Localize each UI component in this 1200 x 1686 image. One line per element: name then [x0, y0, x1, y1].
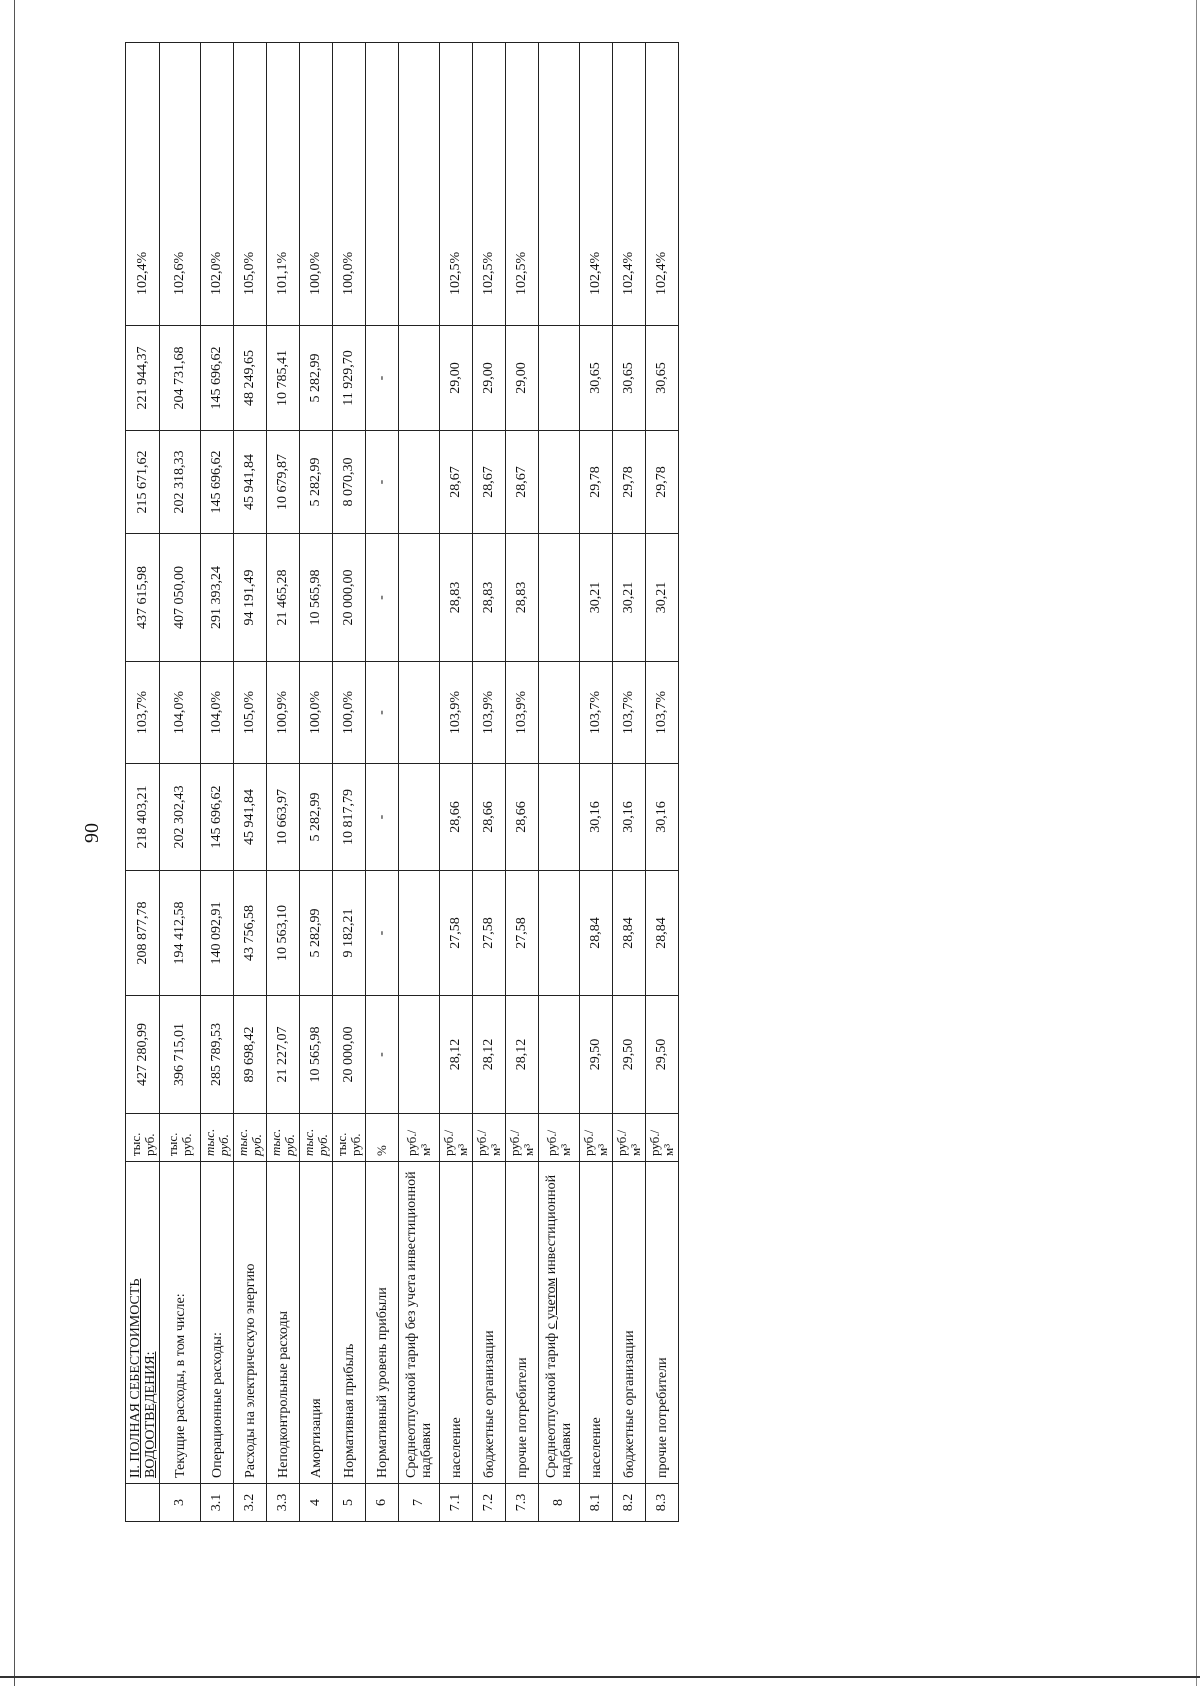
- table-row: [234, 43, 267, 1522]
- cell-value: 100,0%: [333, 43, 366, 326]
- cell-value: 28,12: [506, 996, 539, 1114]
- cell-value: 103,9%: [473, 662, 506, 764]
- cell-value: 102,5%: [506, 43, 539, 326]
- cell-value: [399, 534, 440, 662]
- cell-value: [539, 871, 580, 996]
- cell-value: 407 050,00: [160, 534, 201, 662]
- cell-num: 3: [160, 1484, 201, 1522]
- cell-value: 102,0%: [201, 43, 234, 326]
- cell-value: 30,21: [646, 534, 679, 662]
- cell-value: 10 565,98: [300, 996, 333, 1114]
- cell-value: -: [366, 534, 399, 662]
- table-row: [267, 43, 300, 1522]
- cell-num: 5: [333, 1484, 366, 1522]
- cell-value: 43 756,58: [234, 871, 267, 996]
- cell-value: -: [366, 326, 399, 431]
- cell-num: 6: [366, 1484, 399, 1522]
- cell-num: 8.1: [580, 1484, 613, 1522]
- cell-value: 102,4%: [126, 43, 160, 326]
- table-row-section: [126, 43, 160, 1522]
- cell-value: 45 941,84: [234, 431, 267, 534]
- cell-value: 103,9%: [440, 662, 473, 764]
- cell-value: 30,65: [580, 326, 613, 431]
- cell-value: 29,50: [613, 996, 646, 1114]
- cell-unit: руб./м³: [473, 1114, 506, 1162]
- cell-value: 29,78: [646, 431, 679, 534]
- cell-unit: тыс. руб.: [234, 1114, 267, 1162]
- cell-unit: руб./м³: [506, 1114, 539, 1162]
- cell-num: 4: [300, 1484, 333, 1522]
- cell-value: 30,65: [646, 326, 679, 431]
- cell-value: [399, 764, 440, 871]
- cell-value: 27,58: [506, 871, 539, 996]
- cell-name: бюджетные организации: [473, 1162, 506, 1484]
- cell-value: 30,65: [613, 326, 646, 431]
- cell-value: 21 227,07: [267, 996, 300, 1114]
- table-row: [473, 43, 506, 1522]
- cell-value: 28,12: [473, 996, 506, 1114]
- cell-unit: руб./м³: [539, 1114, 580, 1162]
- cell-value: 145 696,62: [201, 764, 234, 871]
- table-row: [440, 43, 473, 1522]
- cell-value: 28,12: [440, 996, 473, 1114]
- cell-value: 20 000,00: [333, 996, 366, 1114]
- cell-value: 29,50: [580, 996, 613, 1114]
- cell-name-part: инвестиционной надбавки: [544, 1174, 574, 1478]
- cell-value: 29,00: [506, 326, 539, 431]
- page-number: 90: [81, 823, 103, 843]
- cell-name: прочие потребители: [646, 1162, 679, 1484]
- cell-name: Неподконтрольные расходы: [267, 1162, 300, 1484]
- cell-value: 28,67: [440, 431, 473, 534]
- cell-value: 103,7%: [646, 662, 679, 764]
- cell-value: 437 615,98: [126, 534, 160, 662]
- table-row: [333, 43, 366, 1522]
- cell-value: 202 302,43: [160, 764, 201, 871]
- cell-value: 221 944,37: [126, 326, 160, 431]
- cell-value: 29,50: [646, 996, 679, 1114]
- cell-unit: тыс. руб.: [300, 1114, 333, 1162]
- cell-name: Амортизация: [300, 1162, 333, 1484]
- cell-value: 21 465,28: [267, 534, 300, 662]
- cell-name: Нормативный уровень прибыли: [366, 1162, 399, 1484]
- cell-unit: руб./м³: [440, 1114, 473, 1162]
- cell-value: -: [366, 996, 399, 1114]
- cell-unit: тыс. руб.: [333, 1114, 366, 1162]
- table-row: [646, 43, 679, 1522]
- cell-num: 7.2: [473, 1484, 506, 1522]
- cell-unit: руб./м³: [399, 1114, 440, 1162]
- cell-value: 29,78: [580, 431, 613, 534]
- cell-value: 145 696,62: [201, 431, 234, 534]
- cell-value: 100,9%: [267, 662, 300, 764]
- cell-value: 30,16: [613, 764, 646, 871]
- cell-name: Расходы на электрическую энергию: [234, 1162, 267, 1484]
- cell-unit: руб./м³: [646, 1114, 679, 1162]
- cell-value: -: [366, 431, 399, 534]
- cell-unit: руб./м³: [580, 1114, 613, 1162]
- cell-value: 102,4%: [613, 43, 646, 326]
- cell-value: 291 393,24: [201, 534, 234, 662]
- table-row: [539, 43, 580, 1522]
- cell-value: 100,0%: [300, 43, 333, 326]
- cell-value: 285 789,53: [201, 996, 234, 1114]
- cell-value: 101,1%: [267, 43, 300, 326]
- cell-name-part: Среднеотпускной тариф: [544, 1329, 559, 1478]
- table-row: [366, 43, 399, 1522]
- cell-value: 102,5%: [473, 43, 506, 326]
- cell-name: II. ПОЛНАЯ СЕБЕСТОИМОСТЬ ВОДООТВЕДЕНИЯ:: [126, 1162, 160, 1484]
- cell-value: -: [366, 662, 399, 764]
- cell-value: 105,0%: [234, 43, 267, 326]
- table-row: [506, 43, 539, 1522]
- cell-num: 8: [539, 1484, 580, 1522]
- cell-value: 102,4%: [646, 43, 679, 326]
- cell-value: 208 877,78: [126, 871, 160, 996]
- cell-value: 28,66: [473, 764, 506, 871]
- cell-num: 7: [399, 1484, 440, 1522]
- cell-value: 10 679,87: [267, 431, 300, 534]
- table-row: [399, 43, 440, 1522]
- cell-value: 10 785,41: [267, 326, 300, 431]
- cell-value: [539, 43, 580, 326]
- cell-value: 396 715,01: [160, 996, 201, 1114]
- cell-value: 215 671,62: [126, 431, 160, 534]
- cell-value: 427 280,99: [126, 996, 160, 1114]
- cell-name: Операционные расходы:: [201, 1162, 234, 1484]
- cell-num: 7.1: [440, 1484, 473, 1522]
- cell-num: 8.2: [613, 1484, 646, 1522]
- cell-value: 10 663,97: [267, 764, 300, 871]
- cell-value: 28,83: [440, 534, 473, 662]
- cell-value: [399, 326, 440, 431]
- cell-value: 20 000,00: [333, 534, 366, 662]
- cell-value: 29,00: [440, 326, 473, 431]
- cell-num: 3.3: [267, 1484, 300, 1522]
- cell-value: 5 282,99: [300, 326, 333, 431]
- cell-value: 140 092,91: [201, 871, 234, 996]
- table-row: [160, 43, 201, 1522]
- cell-value: 45 941,84: [234, 764, 267, 871]
- cell-value: 27,58: [440, 871, 473, 996]
- cell-value: [366, 43, 399, 326]
- cell-value: 29,00: [473, 326, 506, 431]
- cell-value: 28,66: [506, 764, 539, 871]
- cell-value: 30,16: [580, 764, 613, 871]
- cell-value: [399, 662, 440, 764]
- cell-value: 89 698,42: [234, 996, 267, 1114]
- cell-value: 218 403,21: [126, 764, 160, 871]
- cell-unit: руб./м³: [613, 1114, 646, 1162]
- cell-value: 28,84: [646, 871, 679, 996]
- cell-value: [539, 662, 580, 764]
- table-row: [201, 43, 234, 1522]
- cell-name-underlined: с учетом: [544, 1277, 559, 1330]
- cell-value: 30,16: [646, 764, 679, 871]
- cell-value: 94 191,49: [234, 534, 267, 662]
- cell-num: 3.1: [201, 1484, 234, 1522]
- cell-value: 9 182,21: [333, 871, 366, 996]
- cell-value: 27,58: [473, 871, 506, 996]
- cell-value: 48 249,65: [234, 326, 267, 431]
- cell-unit: %: [366, 1114, 399, 1162]
- table-row: [580, 43, 613, 1522]
- cell-value: [539, 996, 580, 1114]
- cell-value: [539, 764, 580, 871]
- table-row: [300, 43, 333, 1522]
- cell-value: 28,67: [506, 431, 539, 534]
- cell-name: Текущие расходы, в том числе:: [160, 1162, 201, 1484]
- cell-value: 102,5%: [440, 43, 473, 326]
- cell-value: [399, 431, 440, 534]
- cell-name: население: [440, 1162, 473, 1484]
- cell-name: население: [580, 1162, 613, 1484]
- cell-value: [539, 431, 580, 534]
- cell-value: 104,0%: [160, 662, 201, 764]
- cell-value: 103,7%: [580, 662, 613, 764]
- cell-name: [539, 1162, 580, 1484]
- cell-value: 29,78: [613, 431, 646, 534]
- cell-unit: тыс. руб.: [201, 1114, 234, 1162]
- cell-unit: тыс. руб.: [126, 1114, 160, 1162]
- scan-edge-left: [14, 0, 15, 1686]
- cell-value: 28,84: [580, 871, 613, 996]
- scan-edge-bottom: [0, 1676, 1200, 1678]
- cell-value: 105,0%: [234, 662, 267, 764]
- cell-value: 102,4%: [580, 43, 613, 326]
- cell-value: 28,83: [473, 534, 506, 662]
- cell-value: -: [366, 764, 399, 871]
- cell-value: 28,66: [440, 764, 473, 871]
- cell-value: [399, 43, 440, 326]
- cell-value: -: [366, 871, 399, 996]
- cell-value: 8 070,30: [333, 431, 366, 534]
- cell-value: 145 696,62: [201, 326, 234, 431]
- cell-value: 5 282,99: [300, 431, 333, 534]
- cost-table: [125, 42, 679, 1522]
- cell-value: 100,0%: [300, 662, 333, 764]
- cell-name: прочие потребители: [506, 1162, 539, 1484]
- cell-name: Среднеотпускной тариф без учета инвестиционной надбавки: [399, 1162, 440, 1484]
- cell-value: 204 731,68: [160, 326, 201, 431]
- cell-value: 10 817,79: [333, 764, 366, 871]
- rotated-table-container: [125, 43, 676, 1522]
- cell-num: [126, 1484, 160, 1522]
- cell-value: 5 282,99: [300, 871, 333, 996]
- cell-value: 100,0%: [333, 662, 366, 764]
- cell-value: 102,6%: [160, 43, 201, 326]
- cell-value: 28,83: [506, 534, 539, 662]
- cell-unit: тыс. руб.: [160, 1114, 201, 1162]
- scan-edge-right: [1196, 0, 1197, 1686]
- cell-value: 103,7%: [126, 662, 160, 764]
- table-row: [613, 43, 646, 1522]
- cell-value: 5 282,99: [300, 764, 333, 871]
- cell-value: 10 563,10: [267, 871, 300, 996]
- cell-name: Нормативная прибыль: [333, 1162, 366, 1484]
- cell-num: 3.2: [234, 1484, 267, 1522]
- cell-value: 194 412,58: [160, 871, 201, 996]
- cell-value: [539, 326, 580, 431]
- table-body: [126, 43, 679, 1522]
- cell-value: 10 565,98: [300, 534, 333, 662]
- cell-value: [399, 996, 440, 1114]
- cell-value: 103,9%: [506, 662, 539, 764]
- cell-value: [399, 871, 440, 996]
- cell-value: 28,84: [613, 871, 646, 996]
- cell-value: 103,7%: [613, 662, 646, 764]
- cell-num: 7.3: [506, 1484, 539, 1522]
- cell-value: 11 929,70: [333, 326, 366, 431]
- cell-unit: тыс. руб.: [267, 1114, 300, 1162]
- cell-value: [539, 534, 580, 662]
- cell-value: 202 318,33: [160, 431, 201, 534]
- cell-value: 30,21: [613, 534, 646, 662]
- cell-value: 28,67: [473, 431, 506, 534]
- cell-value: 30,21: [580, 534, 613, 662]
- cell-name: бюджетные организации: [613, 1162, 646, 1484]
- cell-value: 104,0%: [201, 662, 234, 764]
- cell-num: 8.3: [646, 1484, 679, 1522]
